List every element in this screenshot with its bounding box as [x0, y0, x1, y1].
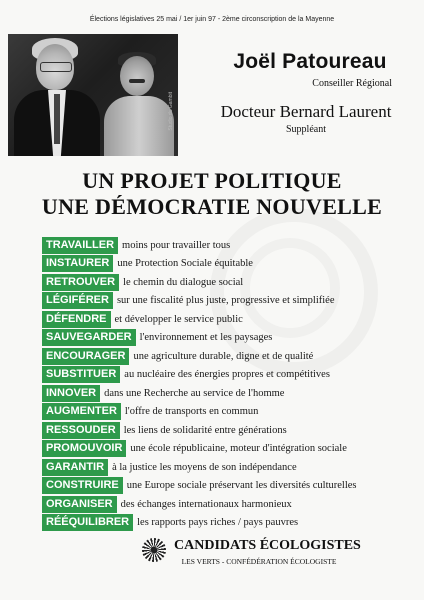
program-item [42, 329, 422, 348]
program-item [42, 421, 422, 440]
program-verb: RESSOUDER [42, 422, 120, 439]
photo-credit: Studio du Gambit [168, 92, 174, 131]
program-verb: LÉGIFÉRER [42, 292, 113, 309]
program-item [42, 514, 422, 533]
program-text: l'environnement et les paysages [139, 332, 273, 344]
headline-line-2: UNE DÉMOCRATIE NOUVELLE [41, 194, 383, 219]
program-item [42, 477, 422, 496]
substitute-mustache [129, 79, 145, 83]
program-text: une agriculture durable, digne et de qualité [133, 350, 314, 362]
program-verb: CONSTRUIRE [42, 477, 123, 494]
candidate-tie [54, 94, 60, 144]
program-verb: AUGMENTER [42, 403, 121, 420]
program-item [42, 403, 422, 422]
program-verb: INNOVER [42, 385, 100, 402]
program-verb: RÉÉQUILIBRER [42, 514, 133, 531]
program-item [42, 495, 422, 514]
program-verb: TRAVAILLER [42, 237, 118, 254]
program-text: une Europe sociale préservant les diversités culturelles [126, 480, 357, 492]
program-verb: SUBSTITUER [42, 366, 120, 383]
program-verb: ENCOURAGER [42, 348, 129, 365]
program-text: le chemin du dialogue social [123, 276, 244, 288]
election-header: Élections législatives 25 mai / 1er juin 97 - 2ème circonscription de la Mayenne [89, 16, 335, 23]
program-text: moins pour travailler tous [122, 239, 231, 251]
sunflower-logo-icon [142, 538, 166, 562]
program-verb: GARANTIR [42, 459, 108, 476]
substitute-head [120, 56, 154, 96]
candidates-photo [8, 34, 178, 156]
glasses-shape [40, 62, 72, 72]
program-item [42, 440, 422, 459]
program-text: au nucléaire des énergies propres et compétitives [124, 369, 330, 381]
program-item [42, 347, 422, 366]
program-verb: INSTAURER [42, 255, 113, 272]
program-item [42, 292, 422, 311]
program-item [42, 236, 422, 255]
substitute-role: Suppléant [286, 124, 326, 135]
program-item [42, 366, 422, 385]
program-item [42, 255, 422, 274]
program-item [42, 384, 422, 403]
program-text: et développer le service public [114, 313, 243, 325]
program-text: sur une fiscalité plus juste, progressive et simplifiée [116, 295, 335, 307]
program-text: les rapports pays riches / pays pauvres [137, 517, 299, 529]
substitute-shirt [104, 96, 174, 156]
program-verb: RETROUVER [42, 274, 119, 291]
candidate-role: Conseiller Régional [312, 78, 392, 89]
program-item [42, 310, 422, 329]
program-text: une Protection Sociale équitable [117, 258, 253, 270]
headline-line-1: UN PROJET POLITIQUE [82, 168, 342, 193]
program-text: des échanges internationaux harmonieux [120, 498, 292, 510]
candidate-name: Joël Patoureau [233, 50, 387, 73]
program-text: à la justice les moyens de son indépendance [112, 461, 297, 473]
program-item [42, 273, 422, 292]
program-text: l'offre de transports en commun [124, 406, 259, 418]
program-verb: SAUVEGARDER [42, 329, 136, 346]
substitute-name: Docteur Bernard Laurent [220, 102, 392, 121]
footer-subtitle: LES VERTS - CONFÉDÉRATION ÉCOLOGISTE [181, 557, 337, 566]
program-verb: PROMOUVOIR [42, 440, 126, 457]
program-list [42, 236, 422, 532]
program-text: dans une Recherche au service de l'homme [104, 387, 285, 399]
program-item [42, 458, 422, 477]
footer-title: CANDIDATS ÉCOLOGISTES [174, 538, 361, 553]
program-text: les liens de solidarité entre générations [123, 424, 287, 436]
program-verb: DÉFENDRE [42, 311, 111, 328]
program-verb: ORGANISER [42, 496, 117, 513]
program-text: une école républicaine, moteur d'intégration sociale [130, 443, 347, 455]
